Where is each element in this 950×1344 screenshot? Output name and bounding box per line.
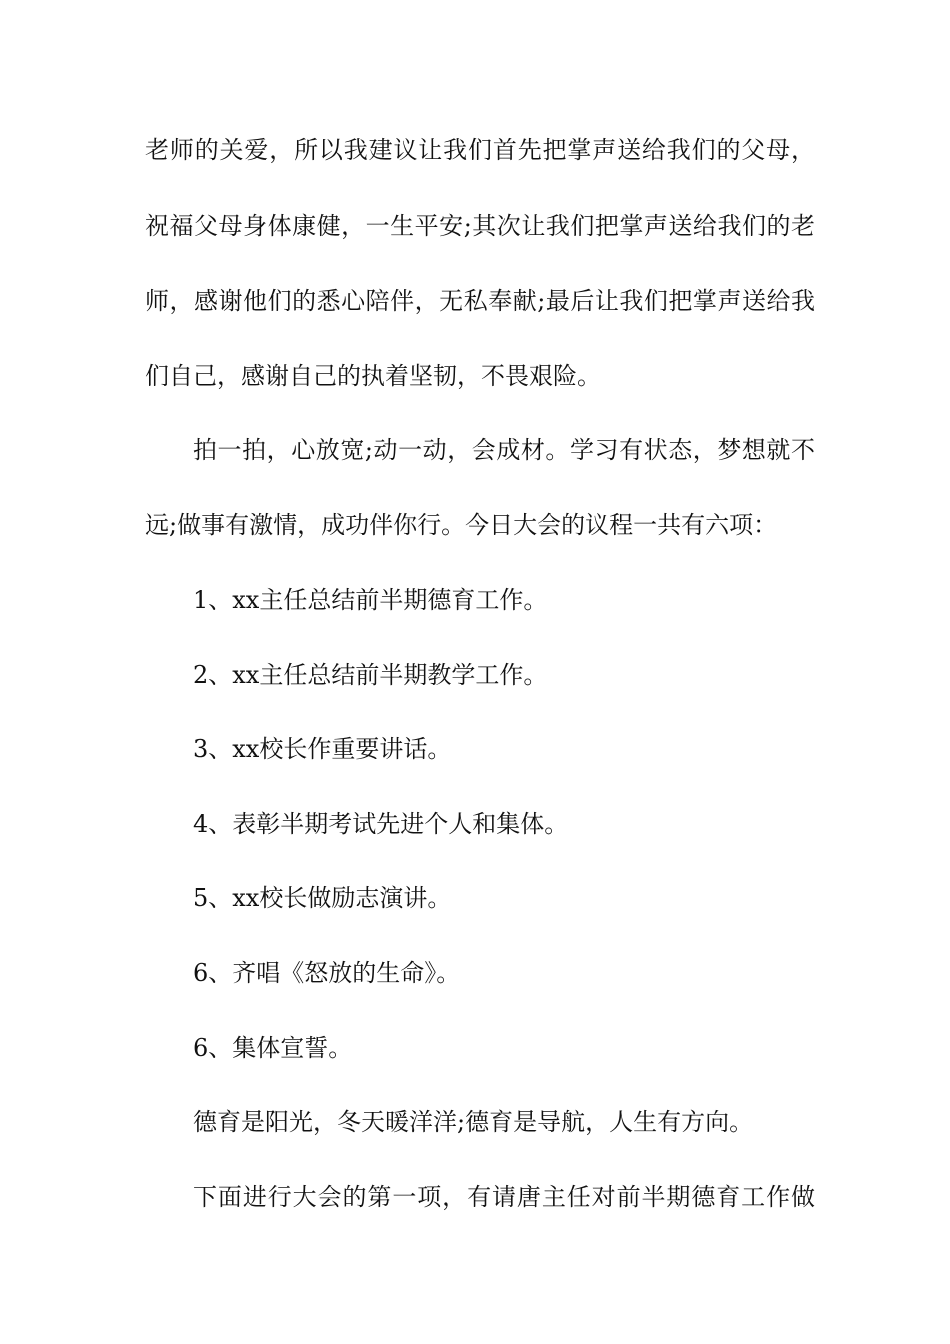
paragraph-line: 祝福父母身体康健，一生平安;其次让我们把掌声送给我们的老	[145, 212, 815, 240]
paragraph-line: 们自己，感谢自己的执着坚韧，不畏艰险。	[145, 362, 601, 390]
agenda-item: 1、xx主任总结前半期德育工作。	[193, 586, 548, 614]
paragraph-line: 德育是阳光，冬天暖洋洋;德育是导航，人生有方向。	[193, 1108, 754, 1136]
paragraph-line: 拍一拍，心放宽;动一动，会成材。学习有状态，梦想就不	[193, 436, 815, 464]
paragraph-line: 远;做事有激情，成功伴你行。今日大会的议程一共有六项：	[145, 511, 778, 539]
agenda-item: 4、表彰半期考试先进个人和集体。	[193, 810, 569, 838]
agenda-item: 2、xx主任总结前半期教学工作。	[193, 661, 548, 689]
paragraph-line: 老师的关爱，所以我建议让我们首先把掌声送给我们的父母，	[145, 136, 815, 164]
paragraph-line: 下面进行大会的第一项，有请唐主任对前半期德育工作做	[193, 1183, 815, 1211]
paragraph-line: 师，感谢他们的悉心陪伴，无私奉献;最后让我们把掌声送给我	[145, 287, 815, 315]
agenda-item: 6、集体宣誓。	[193, 1034, 353, 1062]
agenda-item: 5、xx校长做励志演讲。	[193, 884, 452, 912]
agenda-item: 6、齐唱《怒放的生命》。	[193, 959, 461, 987]
agenda-item: 3、xx校长作重要讲话。	[193, 735, 452, 763]
